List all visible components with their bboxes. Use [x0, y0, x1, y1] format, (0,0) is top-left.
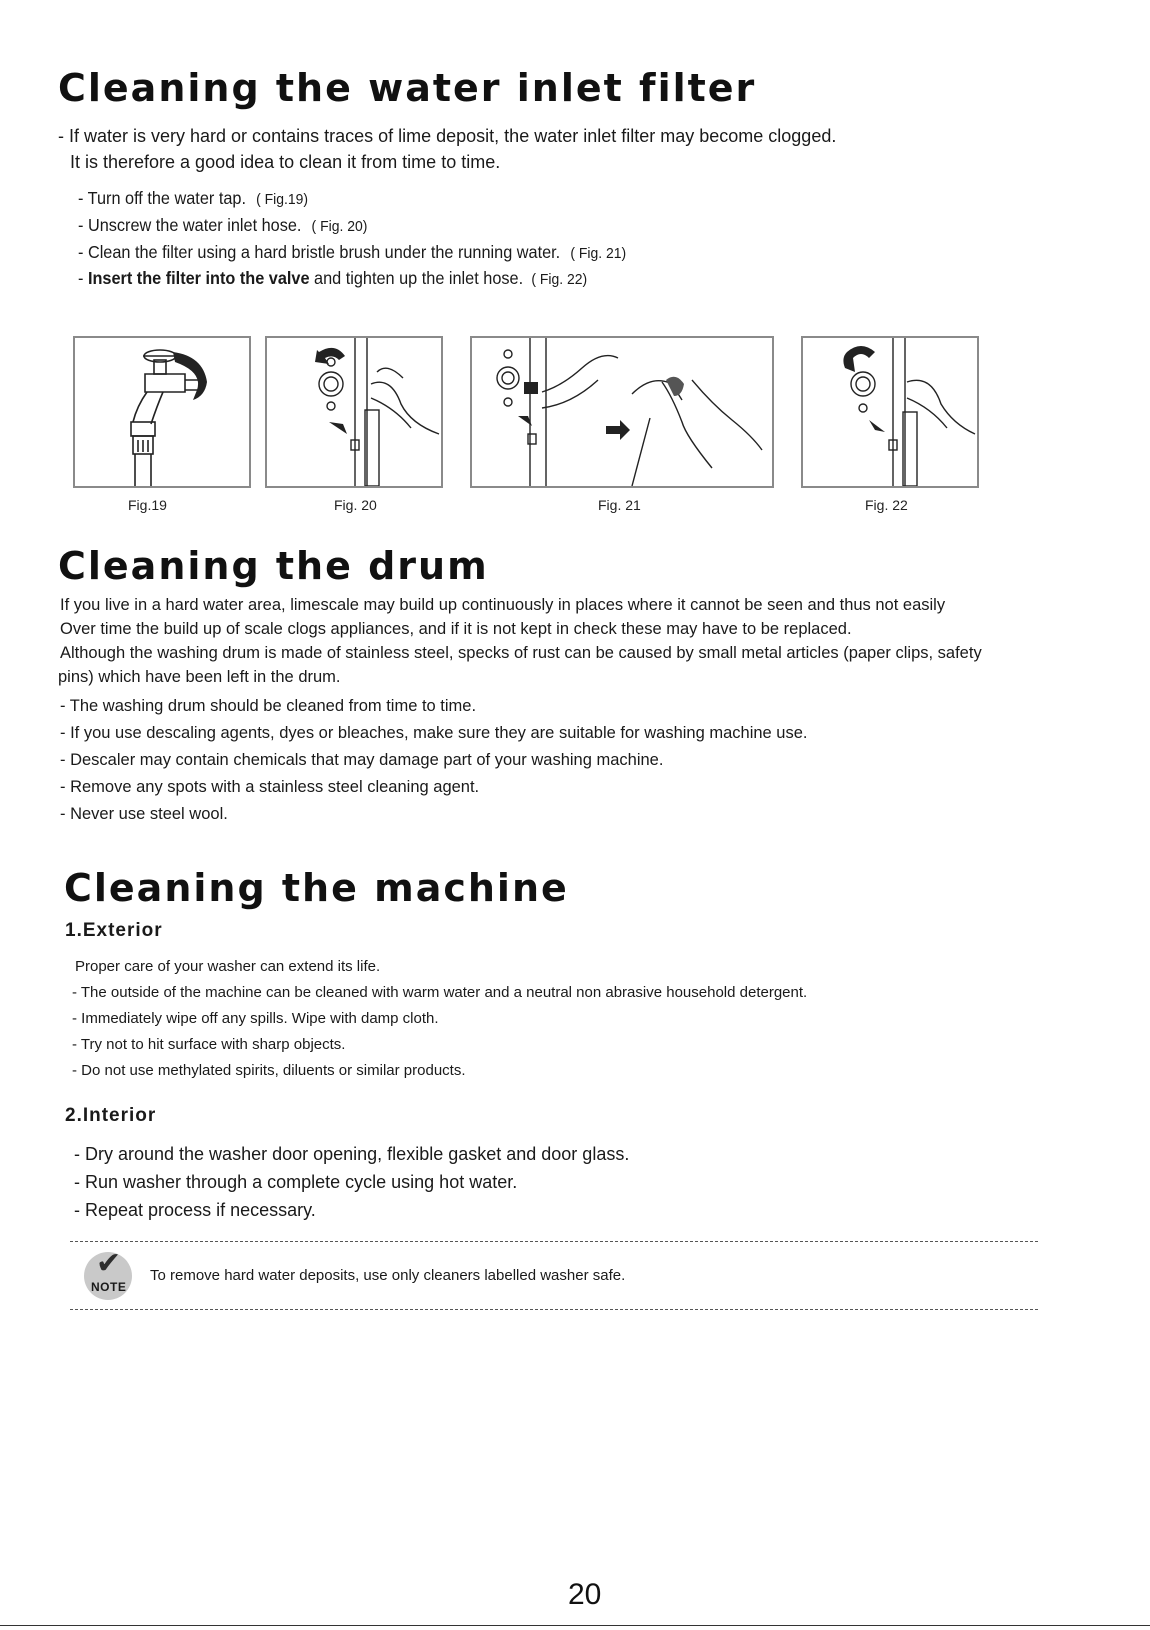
bottom-rule — [0, 1625, 1150, 1626]
exterior-line: - The outside of the machine can be cleaned with warm water and a neutral non abrasive household detergent. — [72, 984, 808, 1001]
drum-bullet: - Descaler may contain chemicals that may damage part of your washing machine. — [60, 751, 664, 769]
brush-filter-illustration-icon — [472, 338, 772, 486]
step-text: - Clean the filter using a hard bristle brush under the running water. — [78, 242, 561, 262]
step-4 — [78, 268, 587, 289]
note-text: To remove hard water deposits, use only cleaners labelled washer safe. — [150, 1267, 626, 1284]
unscrew-illustration-icon — [267, 338, 441, 486]
drum-paragraph-line-4: pins) which have been left in the drum. — [58, 668, 341, 686]
drum-paragraph-line-1: If you live in a hard water area, limescale may build up continuously in places where it cannot be seen and thus not easily — [60, 596, 946, 614]
step-text: - Unscrew the water inlet hose. — [78, 215, 302, 235]
drum-paragraph-line-3: Although the washing drum is made of stainless steel, specks of rust can be caused by small metal articles (paper clips, safety — [60, 644, 982, 662]
tap-illustration-icon — [75, 338, 249, 486]
drum-bullet: - The washing drum should be cleaned from time to time. — [60, 697, 477, 715]
exterior-line: - Do not use methylated spirits, diluents or similar products. — [72, 1062, 466, 1079]
step-bold-text: Insert the filter into the valve — [87, 268, 310, 288]
figure-20-unscrew-illustration — [265, 336, 443, 488]
step-ref: ( Fig. 20) — [311, 218, 368, 235]
step-text: and tighten up the inlet hose. — [314, 268, 524, 288]
note-check-icon — [84, 1247, 132, 1300]
section-title-machine: Cleaning the machine — [64, 866, 569, 910]
section-title-drum: Cleaning the drum — [58, 544, 489, 588]
drum-paragraph-line-2: Over time the build up of scale clogs appliances, and if it is not kept in check these may have to be replaced. — [60, 620, 852, 638]
section-title-inlet-filter: Cleaning the water inlet filter — [58, 66, 757, 110]
insert-filter-illustration-icon — [803, 338, 977, 486]
figure-20-caption: Fig. 20 — [334, 497, 377, 513]
checkmark-icon: ✔ — [96, 1247, 122, 1280]
step-ref: ( Fig. 21) — [570, 245, 627, 262]
figure-22-insert-illustration — [801, 336, 979, 488]
note-bottom-divider — [70, 1309, 1038, 1310]
interior-line: - Run washer through a complete cycle using hot water. — [74, 1172, 518, 1192]
exterior-line: - Try not to hit surface with sharp objects. — [72, 1036, 346, 1053]
intro-line-1: - If water is very hard or contains traces of lime deposit, the water inlet filter may become clogged. — [58, 126, 837, 146]
step-3 — [78, 242, 626, 263]
figure-21-caption: Fig. 21 — [598, 497, 641, 513]
figure-21-brush-illustration — [470, 336, 774, 488]
intro-line-2: It is therefore a good idea to clean it from time to time. — [70, 152, 501, 172]
interior-heading: 2.Interior — [65, 1105, 157, 1126]
figure-19-caption: Fig.19 — [128, 497, 167, 513]
step-ref: ( Fig.19) — [256, 191, 309, 208]
page-number: 20 — [568, 1578, 602, 1611]
drum-bullet: - Remove any spots with a stainless steel cleaning agent. — [60, 778, 480, 796]
drum-bullet: - Never use steel wool. — [60, 805, 228, 823]
step-dash: - — [78, 268, 84, 288]
interior-line: - Dry around the washer door opening, flexible gasket and door glass. — [74, 1144, 630, 1164]
step-1 — [78, 188, 308, 209]
step-2 — [78, 215, 367, 236]
note-top-divider — [70, 1241, 1038, 1242]
note-label: NOTE — [91, 1280, 127, 1294]
step-text: - Turn off the water tap. — [78, 188, 246, 208]
step-ref: ( Fig. 22) — [531, 271, 588, 288]
exterior-line: - Immediately wipe off any spills. Wipe with damp cloth. — [72, 1010, 439, 1027]
figure-19-tap-illustration — [73, 336, 251, 488]
exterior-line: Proper care of your washer can extend its life. — [75, 958, 381, 975]
interior-line: - Repeat process if necessary. — [74, 1200, 316, 1220]
exterior-heading: 1.Exterior — [65, 920, 163, 941]
figure-22-caption: Fig. 22 — [865, 497, 908, 513]
drum-bullet: - If you use descaling agents, dyes or bleaches, make sure they are suitable for washing machine use. — [60, 724, 808, 742]
